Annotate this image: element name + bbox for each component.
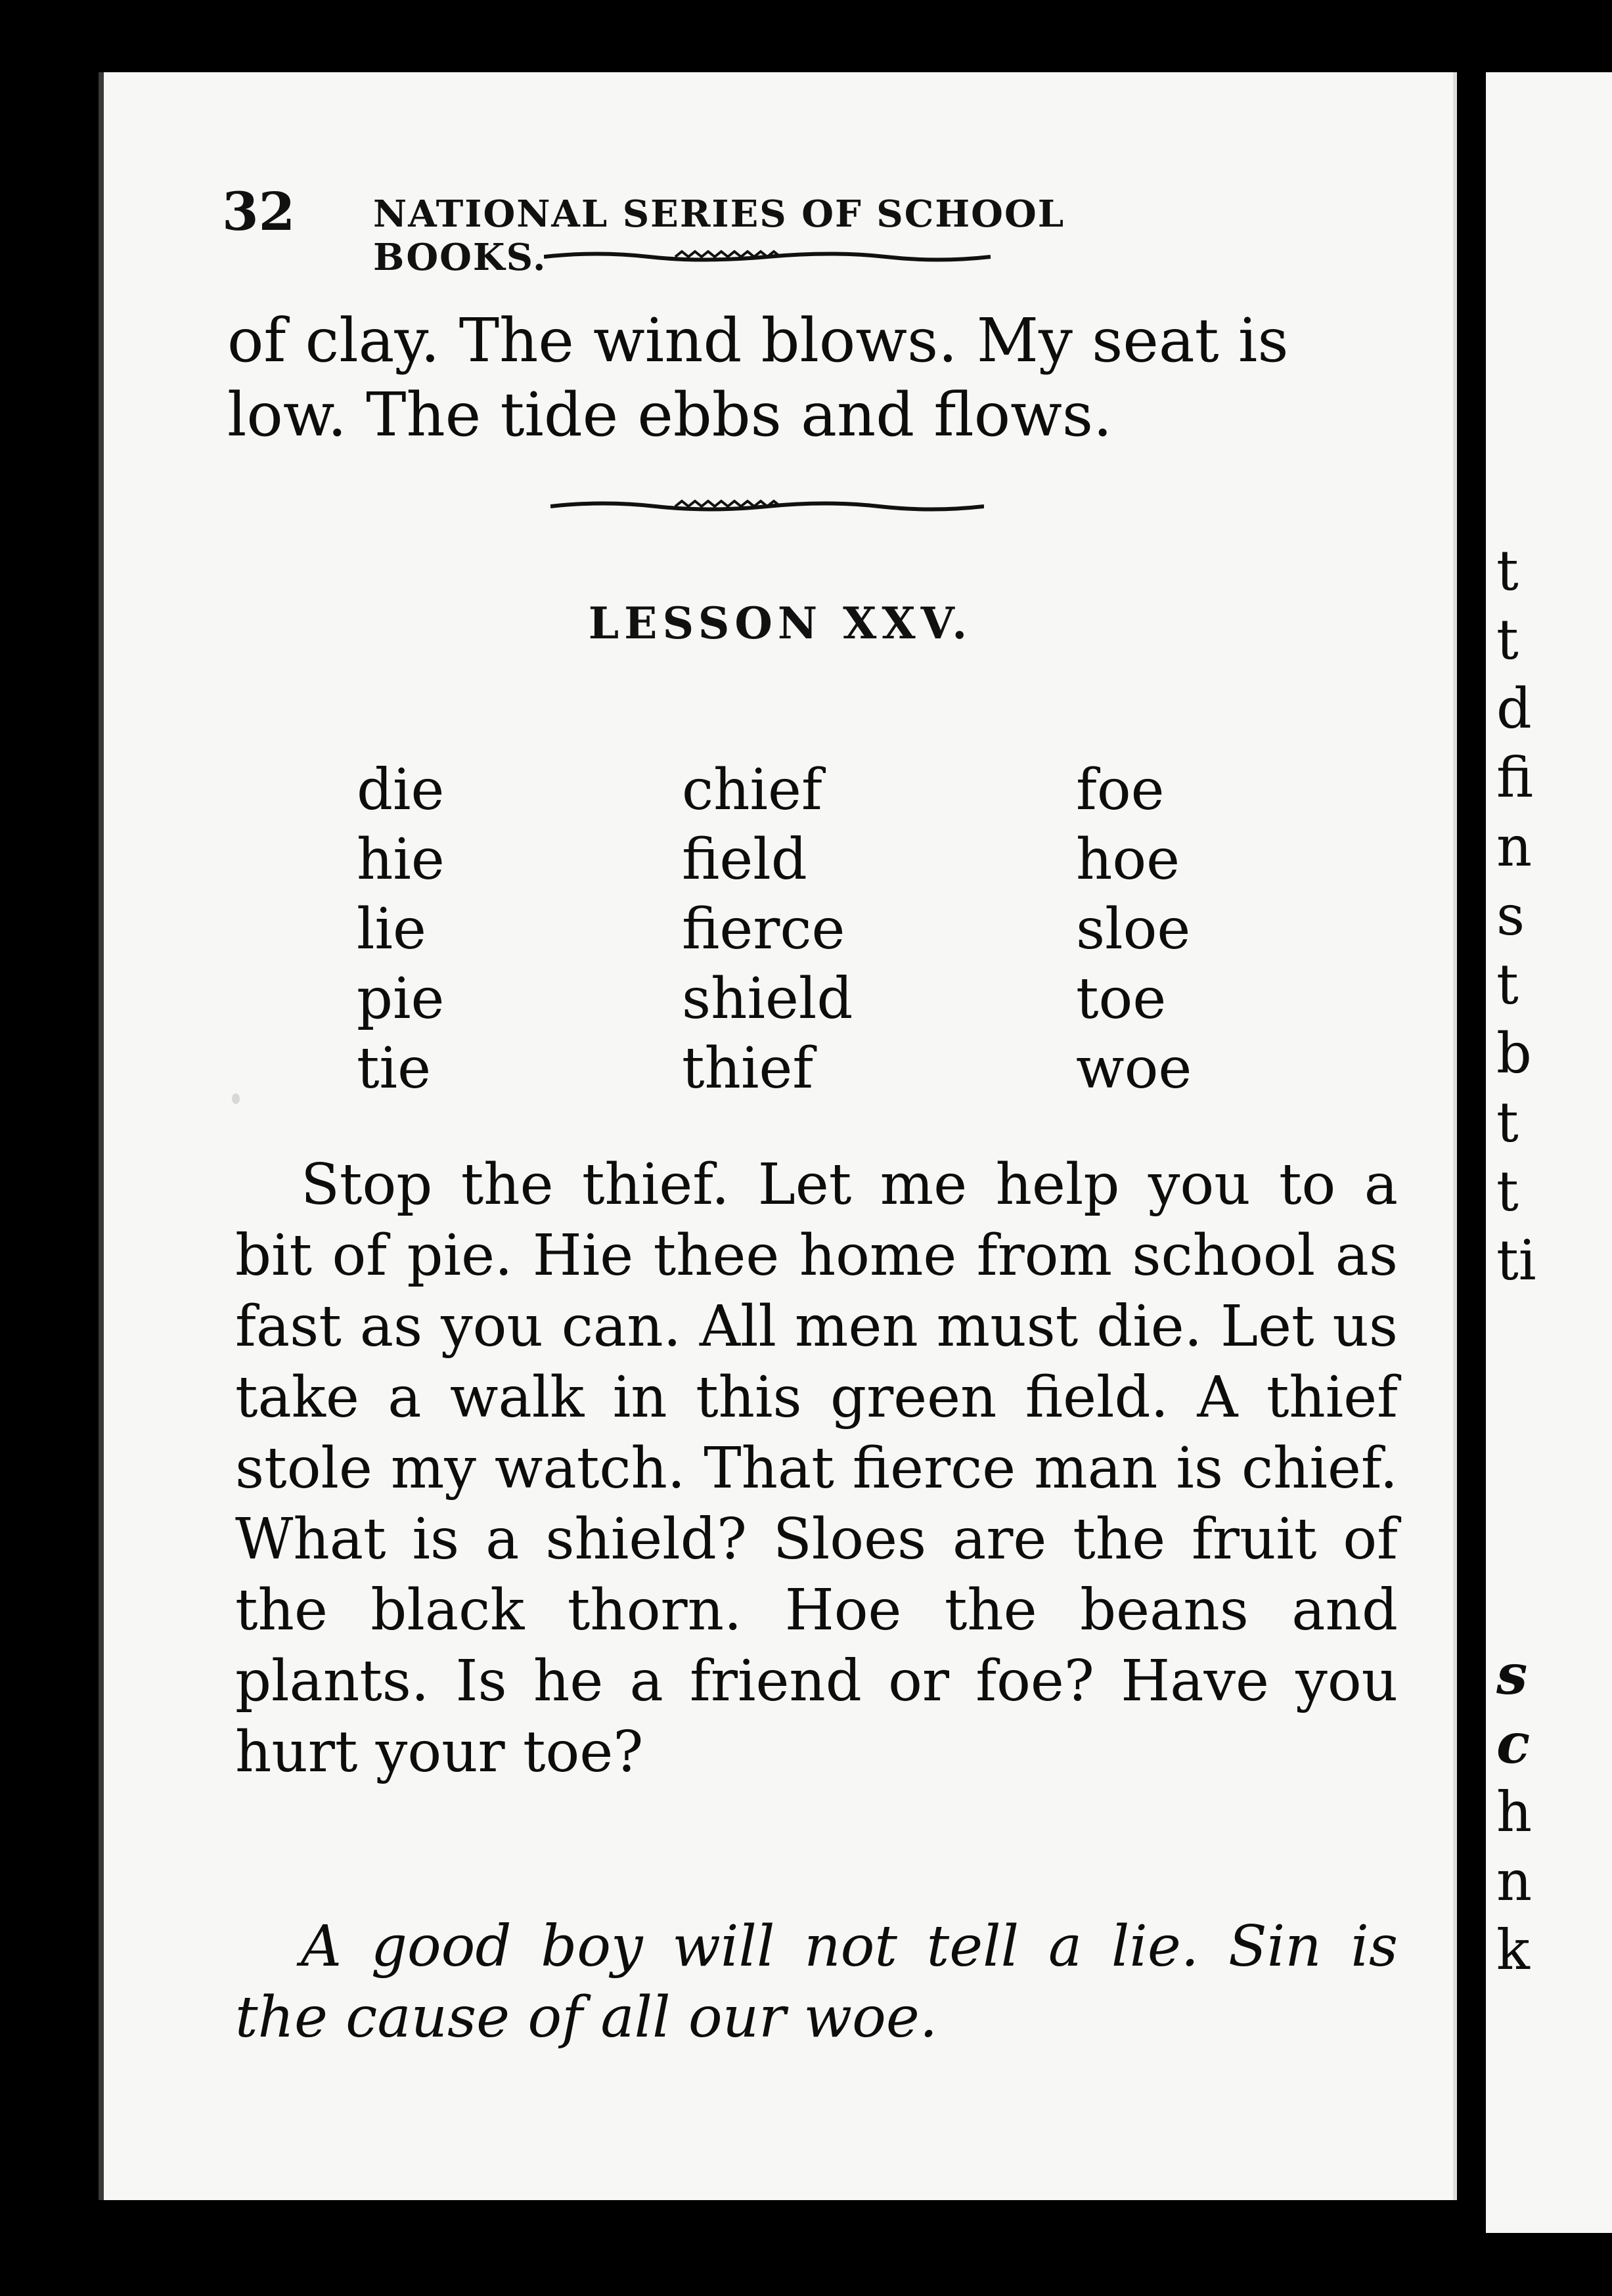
- word: fierce: [682, 896, 845, 962]
- continued-line-2: low. The tide ebbs and flows.: [227, 380, 1113, 450]
- print-speck: [232, 1093, 240, 1104]
- page-number: 32: [222, 181, 296, 242]
- word: field: [682, 827, 807, 893]
- adjacent-letter: s: [1496, 883, 1525, 948]
- word: sloe: [1076, 896, 1191, 962]
- word: shield: [682, 966, 853, 1032]
- adjacent-letter: t: [1496, 952, 1519, 1017]
- word: hie: [357, 827, 445, 893]
- word: lie: [357, 896, 426, 962]
- word: thief: [682, 1036, 814, 1101]
- adjacent-page-edge: [1486, 72, 1612, 2233]
- adjacent-letter: h: [1496, 1780, 1533, 1844]
- adjacent-letter: t: [1496, 1090, 1519, 1155]
- adjacent-letter: t: [1496, 607, 1519, 672]
- word-column-3: [1076, 755, 1192, 1103]
- word: toe: [1076, 966, 1167, 1032]
- adjacent-letter: fi: [1496, 745, 1534, 810]
- word: chief: [682, 757, 822, 823]
- adjacent-letter: c: [1496, 1711, 1531, 1776]
- word: tie: [357, 1036, 431, 1101]
- word: die: [357, 757, 445, 823]
- running-title: NATIONAL SERIES OF SCHOOL BOOKS.: [373, 192, 1065, 279]
- adjacent-letter: b: [1496, 1021, 1532, 1086]
- adjacent-letter: n: [1496, 814, 1533, 879]
- continued-line-1: of clay. The wind blows. My seat is: [227, 305, 1289, 376]
- adjacent-letter: d: [1496, 676, 1532, 741]
- word: foe: [1076, 757, 1165, 823]
- adjacent-letter: n: [1496, 1849, 1533, 1913]
- word: pie: [357, 966, 445, 1032]
- word-column-1: [357, 755, 445, 1103]
- adjacent-letter: ti: [1496, 1228, 1536, 1292]
- lesson-title: LESSON XXV.: [588, 598, 973, 649]
- page-header: [222, 181, 1247, 279]
- lesson-paragraph: Stop the thief. Let me help you to a bit of pie. Hie thee home from school as fast as you can. All men must die. Let us take a walk in this green field. A thief stole my watch. That fierce man is chief. What is a shield? Sloes are the fruit of the black thorn. Hoe the beans and plants. Is he a friend or foe? Have you hurt your toe?: [235, 1152, 1398, 1785]
- adjacent-letter: s: [1496, 1642, 1528, 1707]
- word-column-2: [682, 755, 853, 1103]
- book-page: [99, 72, 1457, 2200]
- adjacent-letter: t: [1496, 1159, 1519, 1224]
- lesson-maxim: A good boy will not tell a lie. Sin is the cause of all our woe.: [235, 1914, 1398, 2050]
- ornamental-rule-middle: [550, 498, 984, 515]
- word: hoe: [1076, 827, 1180, 893]
- word: woe: [1076, 1036, 1192, 1101]
- ornamental-rule-top: [544, 248, 991, 265]
- adjacent-letter: t: [1496, 539, 1519, 603]
- adjacent-letter: k: [1496, 1918, 1530, 1982]
